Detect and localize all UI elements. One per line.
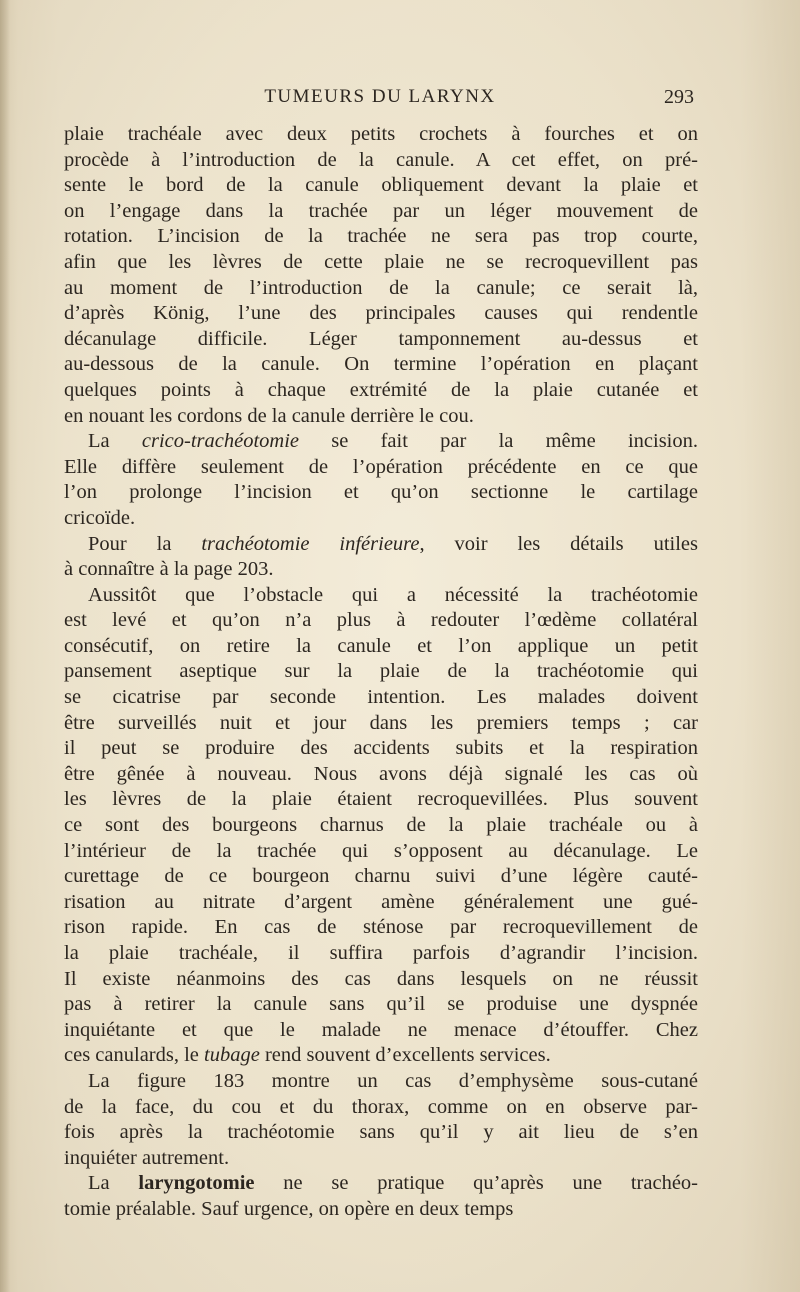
text-line: en nouant les cordons de la canule derrière le cou. [64, 404, 474, 427]
text-line: tomie préalable. Sauf urgence, on opère en deux temps [64, 1197, 514, 1220]
text-line: curettage de ce bourgeon charnu suivi d’une légère cauté- [64, 865, 698, 888]
text-line: sente le bord de la canule obliquement devant la plaie et [64, 174, 698, 197]
text-line: La laryngotomie ne se pratique qu’après une trachéo- [88, 1172, 698, 1195]
text-line: inquiétante et que le malade ne menace d’étouffer. Chez [64, 1018, 698, 1041]
bold-term: laryngotomie [138, 1172, 255, 1195]
text-line: ces canulards, le tubage rend souvent d’excellents services. [64, 1044, 551, 1067]
text-line: ce sont des bourgeons charnus de la plaie trachéale ou à [64, 814, 698, 837]
page-header [64, 86, 696, 114]
italic-term: trachéotomie inférieure [201, 532, 420, 555]
text-line: d’après König, l’une des principales causes qui rendentle [64, 302, 698, 325]
text-line: décanulage difficile. Léger tamponnement au-dessus et [64, 327, 698, 350]
italic-term: tubage [204, 1044, 260, 1067]
text-line: quelques points à chaque extrémité de la plaie cutanée et [64, 378, 698, 401]
text-line: l’intérieur de la trachée qui s’opposent au décanulage. Le [64, 839, 698, 862]
text-line: être surveillés nuit et jour dans les premiers temps ; car [64, 711, 698, 734]
text-line: pas à retirer la canule sans qu’il se produise une dyspnée [64, 993, 698, 1016]
running-title: TUMEURS DU LARYNX [264, 86, 496, 107]
text-line: être gênée à nouveau. Nous avons déjà signalé les cas où [64, 762, 698, 785]
text-line: La crico-trachéotomie se fait par la même incision. [88, 430, 698, 453]
italic-term: crico-trachéotomie [141, 430, 299, 453]
text-line: risation au nitrate d’argent amène généralement une gué- [64, 890, 698, 913]
body-text [64, 122, 698, 1223]
text-line: à connaître à la page 203. [64, 558, 274, 581]
text-line: Pour la trachéotomie inférieure, voir les détails utiles [88, 532, 698, 555]
text-line: rotation. L’incision de la trachée ne sera pas trop courte, [64, 225, 698, 248]
text-line: les lèvres de la plaie étaient recroquevillées. Plus souvent [64, 788, 698, 811]
text-line: Il existe néanmoins des cas dans lesquels on ne réussit [64, 967, 698, 990]
text-line: l’on prolonge l’incision et qu’on sectionne le cartilage [64, 481, 698, 504]
text-line: est levé et qu’on n’a plus à redouter l’œdème collatéral [64, 609, 698, 632]
binding-edge [0, 0, 10, 1292]
text-line: rison rapide. En cas de sténose par recroquevillement de [64, 916, 698, 939]
text-line: au moment de l’introduction de la canule; ce serait là, [64, 276, 698, 299]
text-line: fois après la trachéotomie sans qu’il y ait lieu de s’en [64, 1121, 698, 1144]
text-line: Elle diffère seulement de l’opération précédente en ce que [64, 455, 698, 478]
text-line: au-dessous de la canule. On termine l’opération en plaçant [64, 353, 698, 376]
text-line: consécutif, on retire la canule et l’on applique un petit [64, 634, 698, 657]
text-line: La figure 183 montre un cas d’emphysème sous-cutané [88, 1069, 698, 1092]
text-line: inquiéter autrement. [64, 1146, 230, 1169]
text-line: Aussitôt que l’obstacle qui a nécessité la trachéotomie [88, 583, 698, 606]
text-line: il peut se produire des accidents subits et la respiration [64, 737, 698, 760]
page-number: 293 [664, 86, 694, 108]
text-line: on l’engage dans la trachée par un léger mouvement de [64, 199, 698, 222]
text-line: se cicatrise par seconde intention. Les malades doivent [64, 686, 698, 709]
text-line: plaie trachéale avec deux petits crochets à fourches et on [64, 123, 698, 145]
text-line: afin que les lèvres de cette plaie ne se recroquevillent pas [64, 250, 698, 273]
text-line: la plaie trachéale, il suffira parfois d’agrandir l’incision. [64, 942, 698, 964]
text-line: pansement aseptique sur la plaie de la trachéotomie qui [64, 660, 698, 683]
text-line: procède à l’introduction de la canule. A cet effet, on pré- [64, 148, 698, 171]
text-line: cricoïde. [64, 506, 136, 529]
text-line: de la face, du cou et du thorax, comme on en observe par- [64, 1095, 698, 1118]
